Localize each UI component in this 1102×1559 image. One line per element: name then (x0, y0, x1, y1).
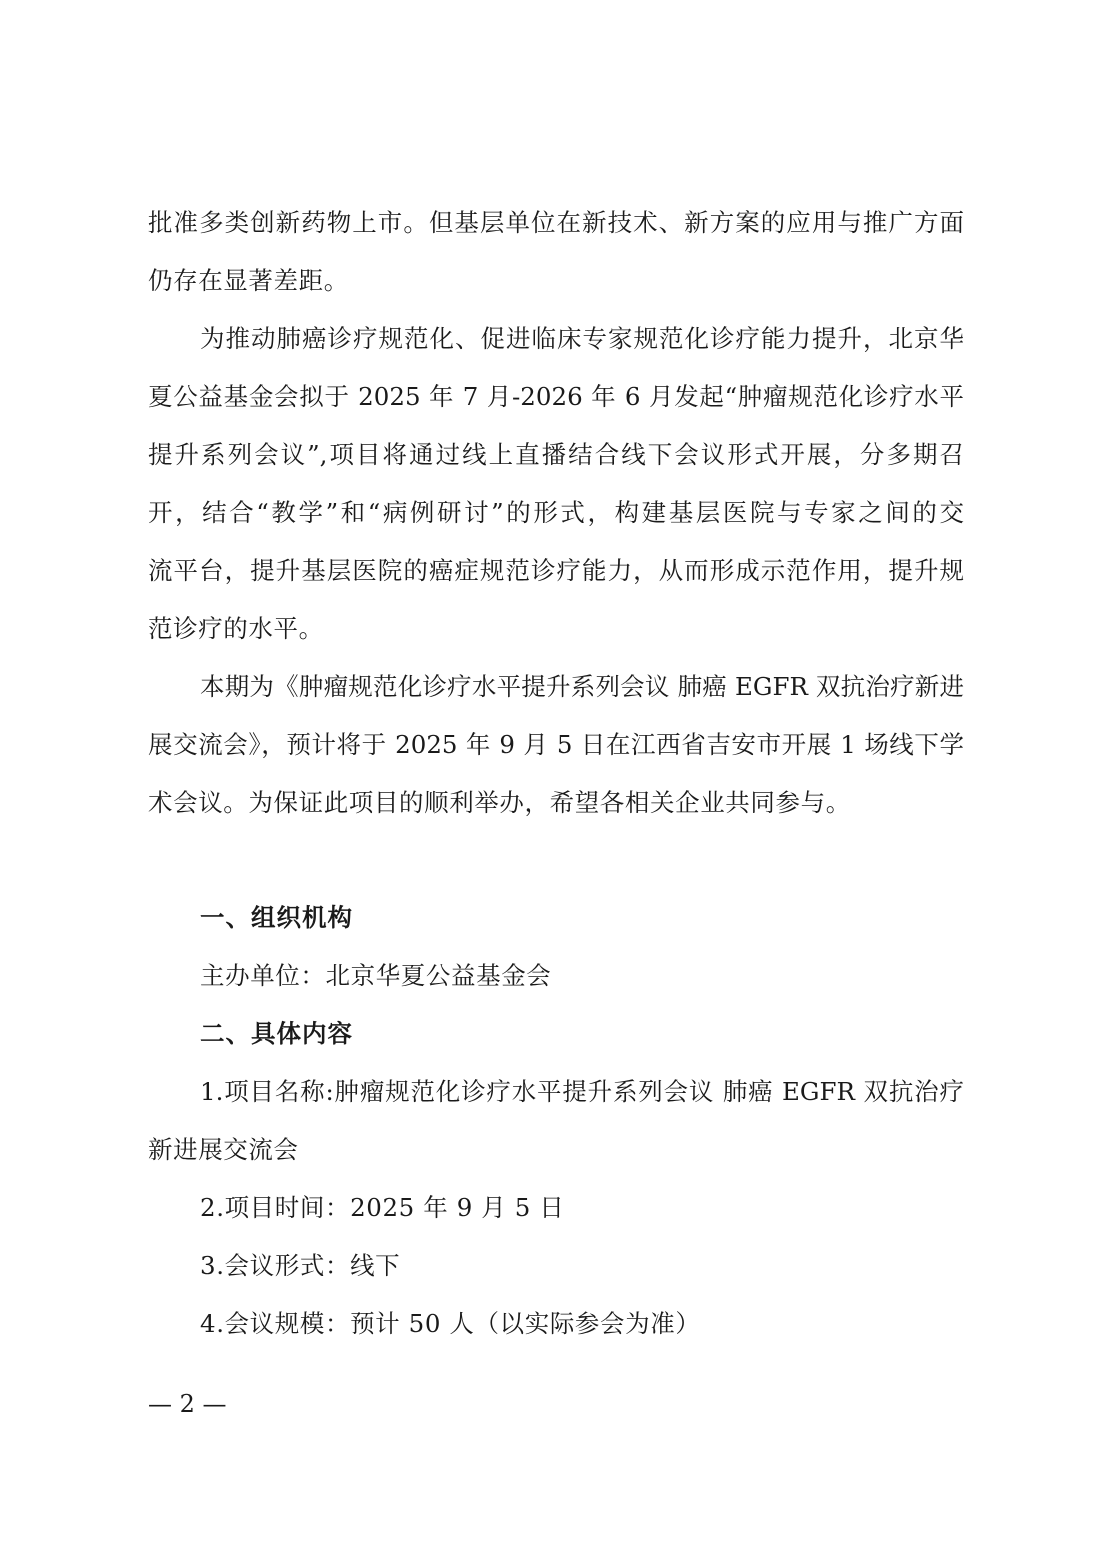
page-number: — 2 — (148, 1390, 227, 1418)
paragraph-2-line-5: 流平台，提升基层医院的癌症规范诊疗能力，从而形成示范作用，提升规 (148, 556, 964, 585)
paragraph-2-line-2: 夏公益基金会拟于 2025 年 7 月-2026 年 6 月发起“肿瘤规范化诊疗水平 (148, 382, 964, 411)
paragraph-2-line-1: 为推动肺癌诊疗规范化、促进临床专家规范化诊疗能力提升，北京华 (200, 324, 964, 353)
item-meeting-format: 3.会议形式：线下 (200, 1251, 401, 1280)
item-project-time: 2.项目时间：2025 年 9 月 5 日 (200, 1193, 565, 1222)
paragraph-2-line-4: 开，结合“教学”和“病例研讨”的形式，构建基层医院与专家之间的交 (148, 498, 964, 527)
paragraph-2-line-6: 范诊疗的水平。 (148, 614, 324, 643)
section-heading-content: 二、具体内容 (200, 1019, 353, 1048)
paragraph-1-line-1: 批准多类创新药物上市。但基层单位在新技术、新方案的应用与推广方面 (148, 208, 964, 237)
item-meeting-scale: 4.会议规模：预计 50 人（以实际参会为准） (200, 1309, 701, 1338)
paragraph-2-line-3: 提升系列会议”,项目将通过线上直播结合线下会议形式开展，分多期召 (148, 440, 964, 469)
item-project-name-line-1: 1.项目名称:肿瘤规范化诊疗水平提升系列会议 肺癌 EGFR 双抗治疗 (200, 1077, 964, 1106)
item-project-name-line-2: 新进展交流会 (148, 1135, 299, 1164)
host-organization: 主办单位：北京华夏公益基金会 (200, 961, 552, 990)
section-heading-organization: 一、组织机构 (200, 903, 353, 932)
paragraph-3-line-3: 术会议。为保证此项目的顺利举办，希望各相关企业共同参与。 (148, 788, 851, 817)
paragraph-3-line-1: 本期为《肿瘤规范化诊疗水平提升系列会议 肺癌 EGFR 双抗治疗新进 (200, 672, 964, 701)
paragraph-1-line-2: 仍存在显著差距。 (148, 266, 349, 295)
paragraph-3-line-2: 展交流会》，预计将于 2025 年 9 月 5 日在江西省吉安市开展 1 场线下学 (148, 730, 964, 759)
